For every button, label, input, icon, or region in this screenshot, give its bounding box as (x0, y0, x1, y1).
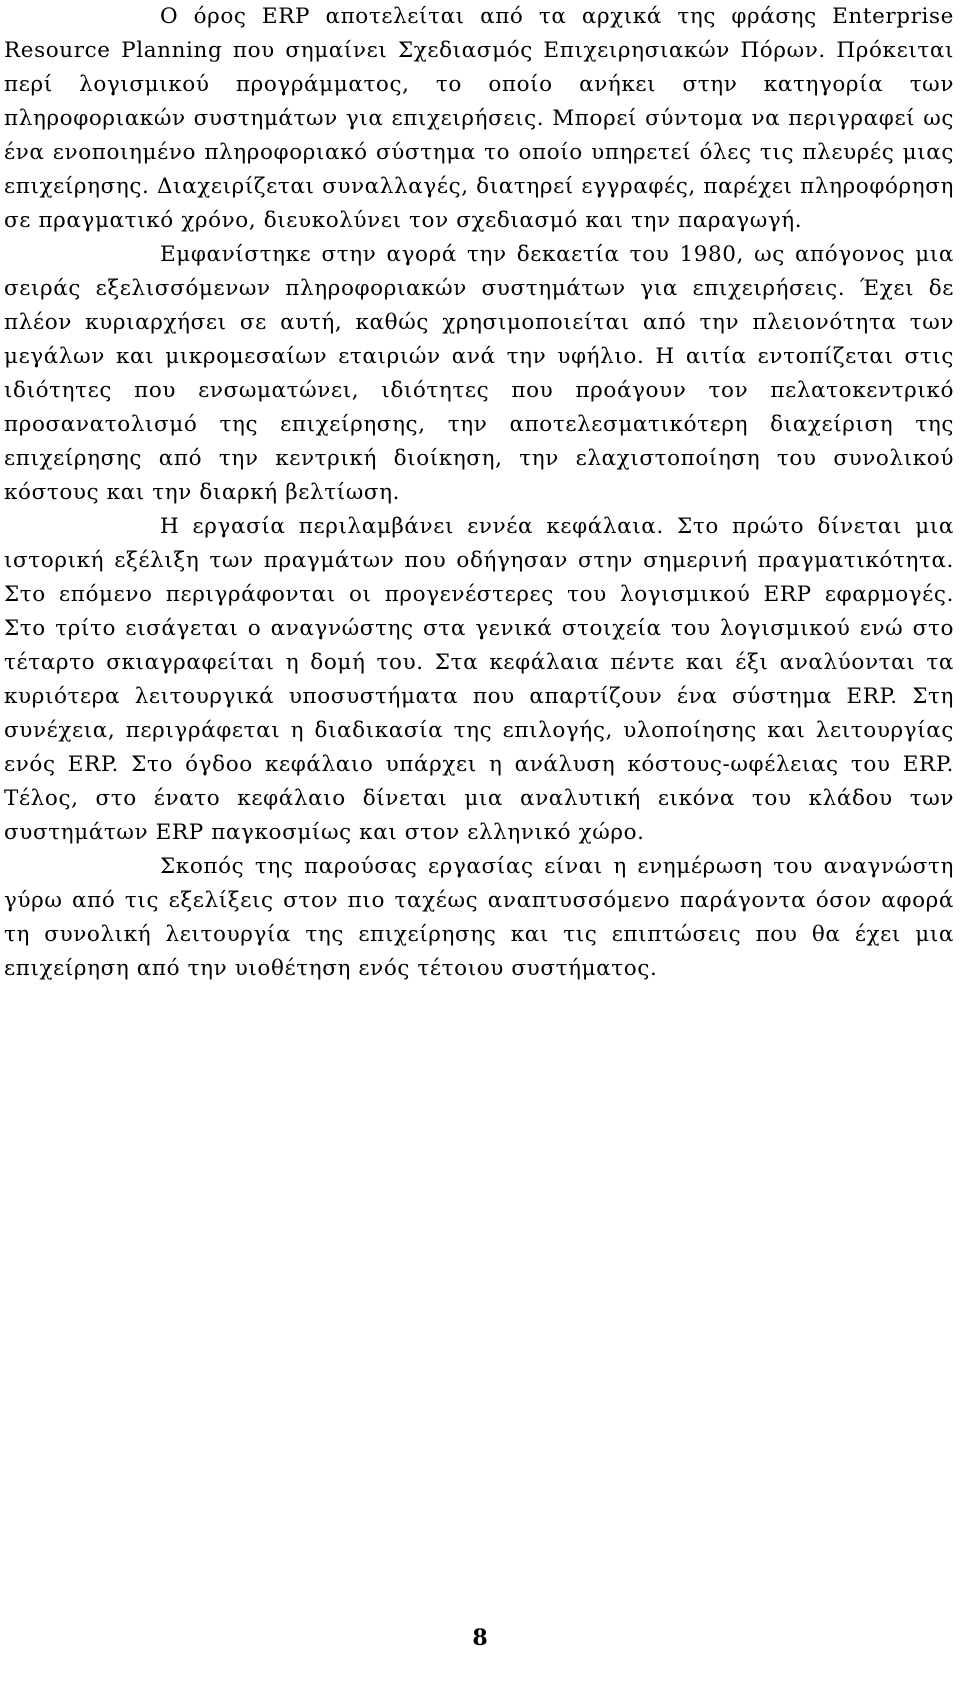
paragraph-chapter-overview: Η εργασία περιλαμβάνει εννέα κεφάλαια. Στο πρώτο δίνεται μια ιστορική εξέλιξη των πραγμάτων που οδήγησαν στην σημερινή πραγματικότητα. Στο επόμενο περιγράφονται οι προγενέστερες του λογισμικού ERP εφαρμογές. Στο τρίτο εισάγεται ο αναγνώστης στα γενικά στοιχεία του λογισμικού ενώ στο τέταρτο σκιαγραφείται η δομή του. Στα κεφάλαια πέντε και έξι αναλύονται τα κυριότερα λειτουργικά υποσυστήματα που απαρτίζουν ένα σύστημα ERP. Στη συνέχεια, περιγράφεται η διαδικασία της επιλογής, υλοποίησης και λειτουργίας ενός ERP. Στο όγδοο κεφάλαιο υπάρχει η ανάλυση κόστους-ωφέλειας του ERP. Τέλος, στο ένατο κεφάλαιο δίνεται μια αναλυτική εικόνα του κλάδου των συστημάτων ERP παγκοσμίως και στον ελληνικό χώρο. (4, 514, 954, 845)
paragraph-erp-history: Εμφανίστηκε στην αγορά την δεκαετία του 1980, ως απόγονος μια σειράς εξελισσόμενων πληροφοριακών συστημάτων για επιχειρήσεις. Έχει δε πλέον κυριαρχήσει σε αυτή, καθώς χρησιμοποιείται από την πλειονότητα των μεγάλων και μικρομεσαίων εταιριών ανά την υφήλιο. Η αιτία εντοπίζεται στις ιδιότητες που ενσωματώνει, ιδιότητες που προάγουν τον πελατοκεντρικό προσανατολισμό της επιχείρησης, την αποτελεσματικότερη διαχείριση της επιχείρησης από την κεντρική διοίκηση, την ελαχιστοποίηση του συνολικού κόστους και την διαρκή βελτίωση. (4, 242, 954, 505)
paragraph-purpose: Σκοπός της παρούσας εργασίας είναι η ενημέρωση του αναγνώστη γύρω από τις εξελίξεις στον πιο ταχέως αναπτυσσόμενο παράγοντα όσον αφορά τη συνολική λειτουργία της επιχείρησης και τις επιπτώσεις που θα έχει μια επιχείρηση από την υιοθέτηση ενός τέτοιου συστήματος. (4, 854, 954, 981)
paragraph-erp-definition: Ο όρος ERP αποτελείται από τα αρχικά της φράσης Enterprise Resource Planning που σημαίνει Σχεδιασμός Επιχειρησιακών Πόρων. Πρόκειται περί λογισμικού προγράμματος, το οποίο ανήκει στην κατηγορία των πληροφοριακών συστημάτων για επιχειρήσεις. Μπορεί σύντομα να περιγραφεί ως ένα ενοποιημένο πληροφοριακό σύστημα το οποίο υπηρετεί όλες τις πλευρές μιας επιχείρησης. Διαχειρίζεται συναλλαγές, διατηρεί εγγραφές, παρέχει πληροφόρηση σε πραγματικό χρόνο, διευκολύνει τον σχεδιασμό και την παραγωγή. (4, 4, 954, 233)
page-number: 8 (472, 1625, 488, 1651)
document-body (4, 0, 954, 986)
